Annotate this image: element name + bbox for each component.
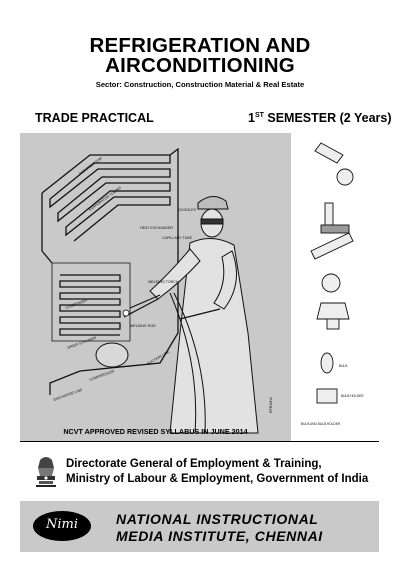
anvil-drawing <box>317 303 349 319</box>
label-evaporator-tubing: EVAPORATOR TUBING <box>88 185 123 212</box>
bulb-holder-drawing <box>317 389 337 403</box>
main-illustration <box>20 133 291 441</box>
compressor-drawing <box>96 343 128 367</box>
label-goggles: GOGGLES <box>178 208 196 212</box>
semester-ordinal: ST <box>254 112 264 119</box>
brazing-illustration <box>20 133 291 441</box>
book-title <box>0 36 400 76</box>
label-drier-strainer: DRIER STRAINER <box>66 335 97 350</box>
semester-number: 1 <box>248 111 255 125</box>
evaporator-coil-drawing <box>42 149 178 251</box>
label-capillary-tube: CAPILLARY TUBE <box>162 236 193 240</box>
nimi-logo-text: Nimi <box>45 517 79 532</box>
semester-text: SEMESTER (2 Years) <box>263 111 392 125</box>
flaring-tool-drawing <box>337 169 353 185</box>
anvil-base-drawing <box>327 319 339 329</box>
label-suction-line: SUCTION LINE <box>146 349 171 366</box>
label-heat-exchanger: HEAT EXCHANGER <box>140 226 174 230</box>
publisher-footer <box>20 501 379 552</box>
dget-line-1: Directorate General of Employment & Training, <box>66 458 322 470</box>
fitting-drawing <box>322 274 340 292</box>
label-bulb-holder: BULB HOLDER <box>341 394 364 398</box>
title-line-1: REFRIGERATION AND <box>89 34 311 57</box>
tools-panel <box>291 133 379 441</box>
lion-capital-icon <box>32 454 60 488</box>
label-bulb-and-holder: BULB AND BULB HOLDER <box>301 422 341 426</box>
tube-drawing <box>311 233 353 259</box>
flame-drawing <box>123 310 129 316</box>
publisher-line-2: MEDIA INSTITUTE, CHENNAI <box>116 528 323 544</box>
label-welding-torch: WELDING TORCH <box>148 280 179 284</box>
label-discharge-line: DISCHARGE LINE <box>52 387 83 402</box>
label-code: RFR10N2 <box>269 397 273 413</box>
label-accumulator: ACCUMULATOR <box>78 156 103 176</box>
nimi-logo <box>33 511 91 541</box>
label-compressor: COMPRESSOR <box>88 369 115 382</box>
hand-tool-drawing <box>315 143 343 163</box>
label-condenser: CONDENSER <box>64 298 88 310</box>
tools-illustration <box>291 133 379 441</box>
divider <box>20 441 379 442</box>
dget-line-2: Ministry of Labour & Employment, Government of India <box>66 473 369 485</box>
title-line-2: AIRCONDITIONING <box>105 54 295 77</box>
sector-subtitle: Sector: Construction, Construction Material & Real Estate <box>95 80 305 89</box>
bulb-drawing <box>321 353 333 373</box>
plate-drawing <box>321 225 349 233</box>
emblem-icon <box>32 454 60 488</box>
label-bulb: BULB <box>339 364 348 368</box>
approved-syllabus-note: NCVT APPROVED REVISED SYLLABUS IN JUNE 2014 <box>63 427 248 436</box>
publisher-line-1: NATIONAL INSTRUCTIONAL <box>116 511 319 527</box>
semester-label <box>248 111 392 125</box>
label-welding-rod: WELDING ROD <box>130 324 156 328</box>
trade-label: TRADE PRACTICAL <box>35 111 154 125</box>
bolt-drawing <box>325 203 333 225</box>
